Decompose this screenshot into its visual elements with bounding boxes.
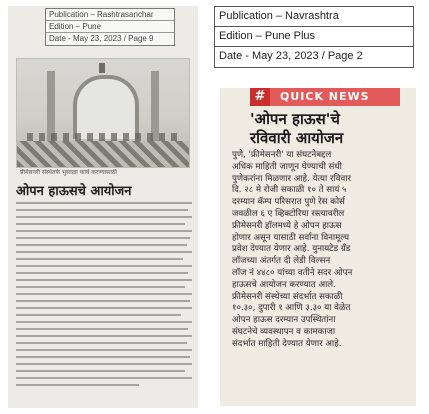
right-body-line: पुणे, 'फ्रीमेसनरी' या संघटनेबद्दल xyxy=(232,150,332,160)
left-headline: ओपन हाऊसचे आयोजन xyxy=(16,184,132,199)
right-body-line: हाऊसचे आयोजन करण्यात आले. xyxy=(232,279,336,290)
quick-news-banner xyxy=(250,88,400,106)
left-body-text-line xyxy=(16,307,192,309)
right-body-line: लॉज नं ४४८० यांच्या वतीने सदर ओपन xyxy=(232,267,353,278)
right-body-line: जवळील ६ ए व्हिक्टोरिया रस्त्यावरील xyxy=(232,208,345,219)
right-body-line: अधिक माहिती जाणून घेण्याची संधी xyxy=(232,161,342,172)
left-body-text-line xyxy=(16,356,190,358)
right-edition: Edition – Pune Plus xyxy=(215,27,413,47)
left-body-text-line xyxy=(16,244,187,246)
left-body-text-line xyxy=(16,293,192,295)
left-photo-checkered-floor xyxy=(17,141,189,167)
left-body-text-line xyxy=(16,328,188,330)
left-newspaper-clipping xyxy=(8,6,198,408)
left-date-page: Date - May 23, 2023 / Page 9 xyxy=(49,34,154,43)
left-hall-photo xyxy=(16,58,190,168)
left-body-text-line xyxy=(16,251,192,253)
left-body-text-line xyxy=(16,377,192,379)
left-edition: Edition – Pune xyxy=(46,21,174,33)
right-body-line: १०.३०, दुपारी १ आणि ३.३० या वेळेत xyxy=(232,303,351,314)
right-headline xyxy=(250,110,428,148)
left-body-text-line xyxy=(16,321,192,323)
left-photo-emblem xyxy=(99,63,105,73)
right-body-line: संदर्भात माहिती देण्यात येणार आहे. xyxy=(232,338,342,349)
left-body-text-line xyxy=(16,314,181,316)
right-body-line: फ्रीमेसनरी हॉलमध्ये हे ओपन हाऊस xyxy=(232,220,342,231)
left-body-text-line xyxy=(16,370,185,372)
right-publication-info-box xyxy=(214,6,414,68)
left-body-text-line xyxy=(16,216,192,218)
right-date-page: Date - May 23, 2023 / Page 2 xyxy=(219,50,363,62)
right-body-line: दि. २८ मे रोजी सकाळी १० ते सायं ५ xyxy=(232,185,347,196)
hash-icon: # xyxy=(250,88,270,106)
left-body-text-line xyxy=(16,300,190,302)
left-article-body xyxy=(16,202,192,402)
right-body-line: पुणेकरांना मिळणार आहे. येत्या रविवार xyxy=(232,173,352,184)
left-publication-name: Publication – Rashtrasanchar xyxy=(46,9,174,21)
left-body-text-line xyxy=(16,258,183,260)
right-headline-line: 'ओपन हाऊस'चे xyxy=(250,110,340,128)
left-body-text-line xyxy=(16,265,192,267)
right-body-line: प्रवेश देण्यात येणार आहे. युनायटेड ग्रँड xyxy=(232,244,351,255)
left-photo-arch xyxy=(73,75,139,139)
left-publication-info-box xyxy=(45,8,175,46)
left-body-text-line xyxy=(16,279,192,281)
left-photo-caption: प्रीमेसनरी संस्थेतर्फे भुसाळा कार्य करण्यासाठी xyxy=(20,169,117,176)
left-body-text-line xyxy=(16,349,192,351)
right-body-line: फ्रीमेसनरी संस्थेच्या संदर्भात सकाळी xyxy=(232,291,343,302)
left-body-text-line xyxy=(16,209,188,211)
quick-news-label: QUICK NEWS xyxy=(280,90,370,103)
right-body-line: ओपन हाऊस दरम्यान उपस्थितांना xyxy=(232,315,336,326)
left-body-text-line xyxy=(16,384,139,386)
right-publication-name: Publication – Navrashtra xyxy=(215,7,413,27)
right-article-body xyxy=(232,150,418,351)
left-body-text-line xyxy=(16,286,185,288)
left-body-text-line xyxy=(16,363,192,365)
right-body-line: संघटनेचे व्यवस्थापन व कामकाजा xyxy=(232,326,336,337)
right-body-line: होणार असून यासाठी सर्वांना विनामूल्य xyxy=(232,232,350,243)
left-body-text-line xyxy=(16,272,188,274)
left-body-text-line xyxy=(16,223,185,225)
right-body-line: दरम्यान कॅम्प परिसरात पुणे रेस कोर्स xyxy=(232,197,345,208)
right-headline-line: रविवारी आयोजन xyxy=(250,129,344,147)
left-body-text-line xyxy=(16,342,187,344)
left-body-text-line xyxy=(16,335,192,337)
right-body-line: लॉजच्या अंतर्गत दी लेडी विल्सन xyxy=(232,256,331,267)
left-body-text-line xyxy=(16,202,192,204)
left-body-text-line xyxy=(16,237,190,239)
left-body-text-line xyxy=(16,230,192,232)
